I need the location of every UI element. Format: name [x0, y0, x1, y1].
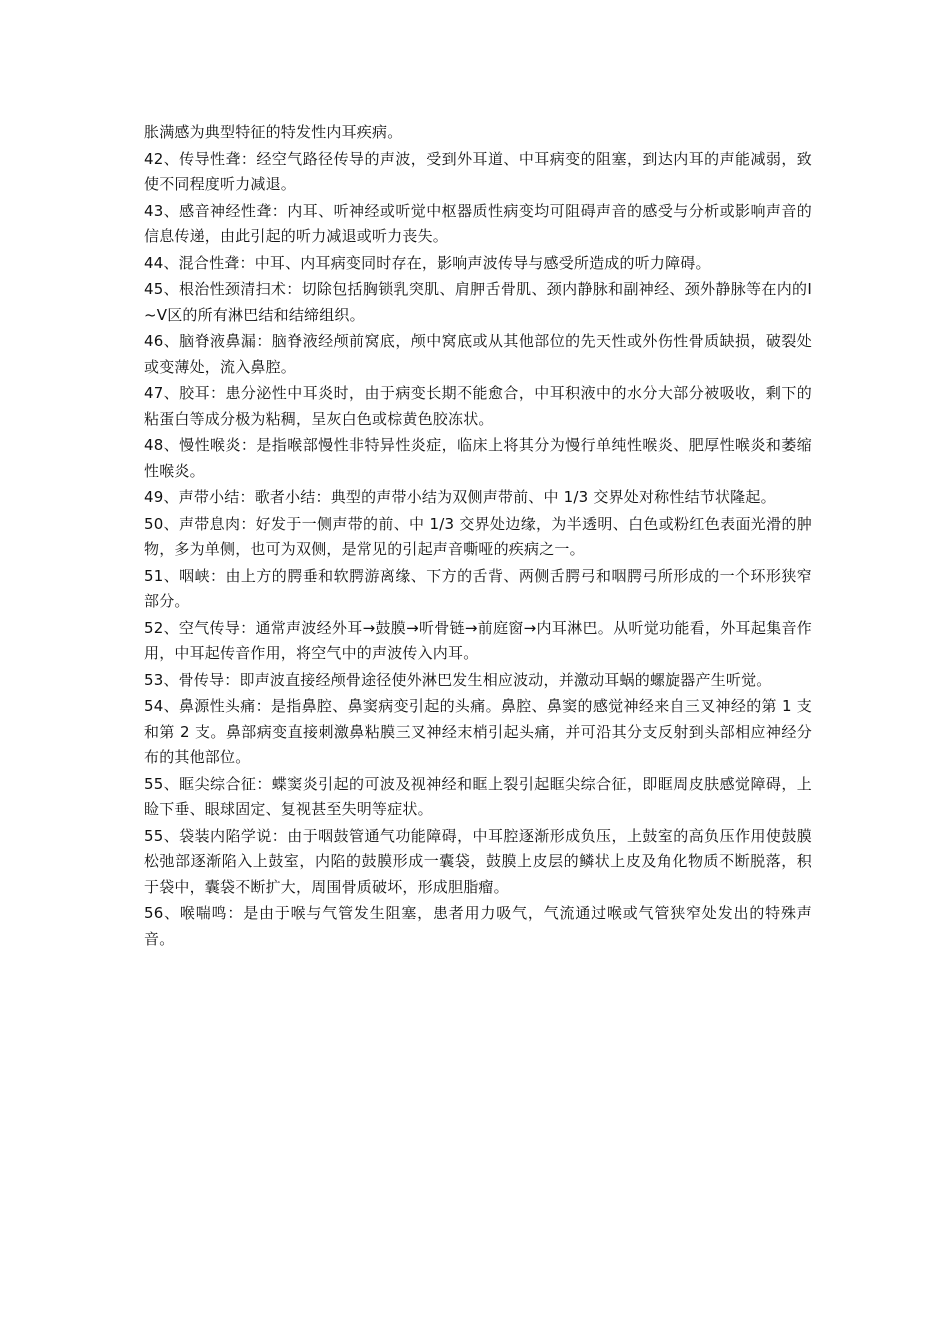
paragraph-term-55b: 55、袋装内陷学说：由于咽鼓管通气功能障碍，中耳腔逐渐形成负压，上鼓室的高负压作用使鼓膜松弛部逐渐陷入上鼓室，内陷的鼓膜形成一囊袋，鼓膜上皮层的鳞状上皮及角化物质不断脱落，积于袋中，囊袋不断扩大，周围骨质破坏，形成胆脂瘤。	[144, 826, 812, 896]
paragraph-term-52: 52、空气传导：通常声波经外耳→鼓膜→听骨链→前庭窗→内耳淋巴。从听觉功能看，外耳起集音作用，中耳起传音作用，将空气中的声波传入内耳。	[144, 618, 812, 662]
paragraph-term-44: 44、混合性聋：中耳、内耳病变同时存在，影响声波传导与感受所造成的听力障碍。	[144, 253, 711, 272]
paragraph-term-46: 46、脑脊液鼻漏：脑脊液经颅前窝底，颅中窝底或从其他部位的先天性或外伤性骨质缺损，破裂处或变薄处，流入鼻腔。	[144, 332, 812, 376]
paragraph-term-51: 51、咽峡：由上方的腭垂和软腭游离缘、下方的舌背、两侧舌腭弓和咽腭弓所形成的一个环形狭窄部分。	[144, 566, 812, 610]
document-body	[144, 120, 812, 953]
paragraph-term-49: 49、声带小结：歌者小结：典型的声带小结为双侧声带前、中 1/3 交界处对称性结节状隆起。	[144, 488, 776, 506]
paragraph-term-53: 53、骨传导：即声波直接经颅骨途径使外淋巴发生相应波动，并激动耳蜗的螺旋器产生听觉。	[144, 670, 772, 689]
paragraph-term-55a: 55、眶尖综合征：蝶窦炎引起的可波及视神经和眶上裂引起眶尖综合征，即眶周皮肤感觉障碍，上睑下垂、眼球固定、复视甚至失明等症状。	[144, 774, 812, 818]
paragraph-term-48: 48、慢性喉炎：是指喉部慢性非特异性炎症，临床上将其分为慢行单纯性喉炎、肥厚性喉炎和萎缩性喉炎。	[144, 436, 812, 480]
paragraph-term-56: 56、喉喘鸣：是由于喉与气管发生阻塞，患者用力吸气，气流通过喉或气管狭窄处发出的特殊声音。	[144, 904, 812, 948]
paragraph-term-43: 43、感音神经性聋：内耳、听神经或听觉中枢器质性病变均可阻碍声音的感受与分析或影响声音的信息传递，由此引起的听力减退或听力丧失。	[144, 201, 812, 245]
paragraph-term-54: 54、鼻源性头痛：是指鼻腔、鼻窦病变引起的头痛。鼻腔、鼻窦的感觉神经来自三叉神经的第 1 支和第 2 支。鼻部病变直接刺激鼻粘膜三叉神经末梢引起头痛，并可沿其分支反射到头部相应神经分布的其他部位。	[144, 697, 812, 766]
paragraph-term-47: 47、胶耳：患分泌性中耳炎时，由于病变长期不能愈合，中耳积液中的水分大部分被吸收，剩下的粘蛋白等成分极为粘稠，呈灰白色或棕黄色胶冻状。	[144, 384, 812, 428]
paragraph-continuation: 胀满感为典型特征的特发性内耳疾病。	[144, 123, 403, 141]
paragraph-term-42: 42、传导性聋：经空气路径传导的声波，受到外耳道、中耳病变的阻塞，到达内耳的声能减弱，致使不同程度听力减退。	[144, 149, 812, 193]
paragraph-term-45: 45、根治性颈清扫术：切除包括胸锁乳突肌、肩胛舌骨肌、颈内静脉和副神经、颈外静脉等在内的Ⅰ~Ⅴ区的所有淋巴结和结缔组织。	[144, 280, 812, 324]
paragraph-term-50: 50、声带息肉：好发于一侧声带的前、中 1/3 交界处边缘，为半透明、白色或粉红色表面光滑的肿物，多为单侧，也可为双侧，是常见的引起声音嘶哑的疾病之一。	[144, 514, 812, 558]
